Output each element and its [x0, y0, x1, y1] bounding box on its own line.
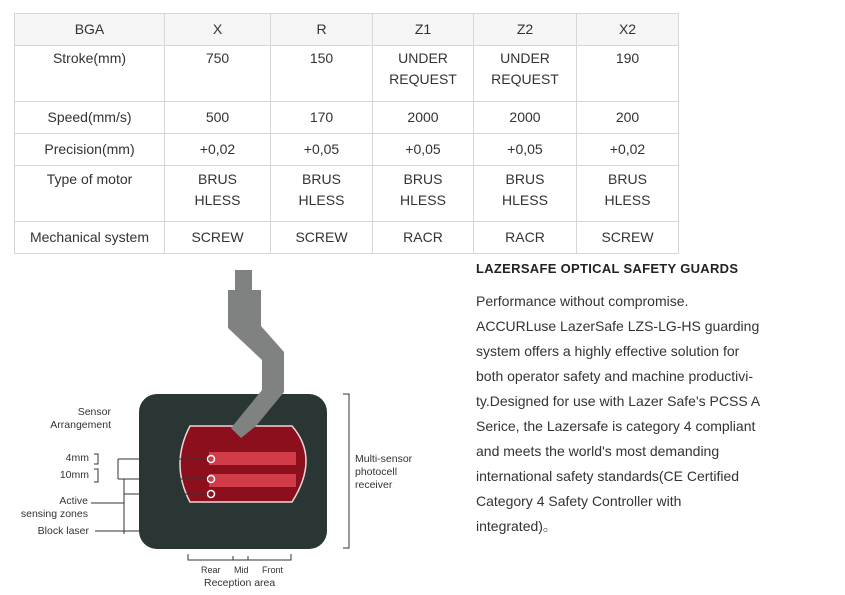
- table-cell: [474, 46, 577, 102]
- body-line: and meets the world's most demanding: [476, 443, 720, 459]
- body-line: integrated)。: [476, 518, 557, 534]
- receiver-bracket: [343, 394, 349, 548]
- article-body: [476, 289, 776, 539]
- table-cell: [271, 166, 373, 222]
- specification-table: [14, 13, 679, 254]
- table-row: [15, 46, 679, 102]
- cell-line: 150: [309, 50, 334, 66]
- cell-line: BRUS: [505, 171, 545, 187]
- cell-line: REQUEST: [389, 71, 457, 87]
- cell-line: HLESS: [502, 192, 548, 208]
- table-cell: [373, 166, 474, 222]
- article-heading: LAZERSAFE OPTICAL SAFETY GUARDS: [476, 261, 739, 276]
- table-cell: 200: [577, 102, 679, 134]
- size-4mm-label: 4mm: [65, 452, 89, 464]
- header-cell: Z2: [474, 14, 577, 46]
- front-label: Front: [262, 565, 284, 575]
- row-label: Mechanical system: [15, 222, 165, 254]
- cell-line: BRUS: [302, 171, 341, 187]
- row-label: Type of motor: [15, 166, 165, 222]
- cell-line: UNDER: [398, 50, 448, 66]
- table-header-row: [15, 14, 679, 46]
- table-cell: RACR: [474, 222, 577, 254]
- lazersafe-diagram: [0, 258, 460, 595]
- table-cell: [165, 46, 271, 102]
- size-10mm-label: 10mm: [59, 469, 89, 481]
- body-line: ty.Designed for use with Lazer Safe's PCSS A: [476, 393, 761, 409]
- cell-line: HLESS: [194, 192, 241, 208]
- table-cell: [577, 46, 679, 102]
- block-laser-label: Block laser: [37, 525, 89, 537]
- body-line: Category 4 Safety Controller with: [476, 493, 682, 509]
- receiver-label: receiver: [355, 479, 393, 491]
- receiver-label: photocell: [355, 466, 398, 478]
- mid-label: Mid: [234, 565, 249, 575]
- table-cell: [577, 166, 679, 222]
- body-line: international safety standards(CE Certified: [476, 468, 740, 484]
- active-zones-label: Active: [59, 495, 88, 507]
- table-row: [15, 166, 679, 222]
- table-cell: +0,02: [577, 134, 679, 166]
- table-cell: SCREW: [271, 222, 373, 254]
- reception-area-label: Reception area: [204, 577, 276, 589]
- cell-line: BRUS: [403, 171, 443, 187]
- cell-line: HLESS: [400, 192, 446, 208]
- row-label: Precision(mm): [15, 134, 165, 166]
- table-cell: RACR: [373, 222, 474, 254]
- active-zones-label: sensing zones: [20, 508, 88, 520]
- header-cell: R: [271, 14, 373, 46]
- beam-upper: [209, 452, 296, 465]
- rear-label: Rear: [201, 565, 221, 575]
- reception-bracket: [188, 554, 291, 560]
- table-row: [15, 102, 679, 134]
- body-line: both operator safety and machine productivi-: [476, 368, 754, 384]
- table-cell: +0,05: [373, 134, 474, 166]
- body-line: system offers a highly effective solution for: [476, 343, 740, 359]
- table-cell: +0,05: [474, 134, 577, 166]
- table-cell: 2000: [373, 102, 474, 134]
- table-cell: +0,02: [165, 134, 271, 166]
- body-line: ACCURLuse LazerSafe LZS-LG-HS guarding: [476, 318, 760, 334]
- table-cell: 170: [271, 102, 373, 134]
- sensor-arrangement-label: Sensor: [77, 406, 111, 418]
- cell-line: UNDER: [500, 50, 550, 66]
- table-cell: +0,05: [271, 134, 373, 166]
- table-cell: SCREW: [577, 222, 679, 254]
- body-line: Performance without compromise.: [476, 293, 689, 309]
- cell-line: 750: [205, 50, 230, 66]
- cell-line: 190: [615, 50, 640, 66]
- table-cell: [165, 166, 271, 222]
- header-cell: Z1: [373, 14, 474, 46]
- table-row: [15, 222, 679, 254]
- beam-lower: [209, 474, 296, 487]
- row-label: Stroke(mm): [15, 46, 165, 102]
- cell-line: BRUS: [198, 171, 237, 187]
- body-line: Serice, the Lazersafe is category 4 compliant: [476, 418, 756, 434]
- table-cell: SCREW: [165, 222, 271, 254]
- header-cell: X: [165, 14, 271, 46]
- header-cell: BGA: [15, 14, 165, 46]
- cell-line: BRUS: [608, 171, 647, 187]
- cell-line: HLESS: [604, 192, 651, 208]
- cell-line: HLESS: [298, 192, 345, 208]
- receiver-label: Multi-sensor: [355, 453, 413, 465]
- table-cell: 2000: [474, 102, 577, 134]
- header-cell: X2: [577, 14, 679, 46]
- table-cell: [271, 46, 373, 102]
- sensor-arrangement-label: Arrangement: [50, 419, 111, 431]
- row-label: Speed(mm/s): [15, 102, 165, 134]
- cell-line: REQUEST: [491, 71, 559, 87]
- table-row: [15, 134, 679, 166]
- table-cell: 500: [165, 102, 271, 134]
- table-cell: [474, 166, 577, 222]
- table-cell: [373, 46, 474, 102]
